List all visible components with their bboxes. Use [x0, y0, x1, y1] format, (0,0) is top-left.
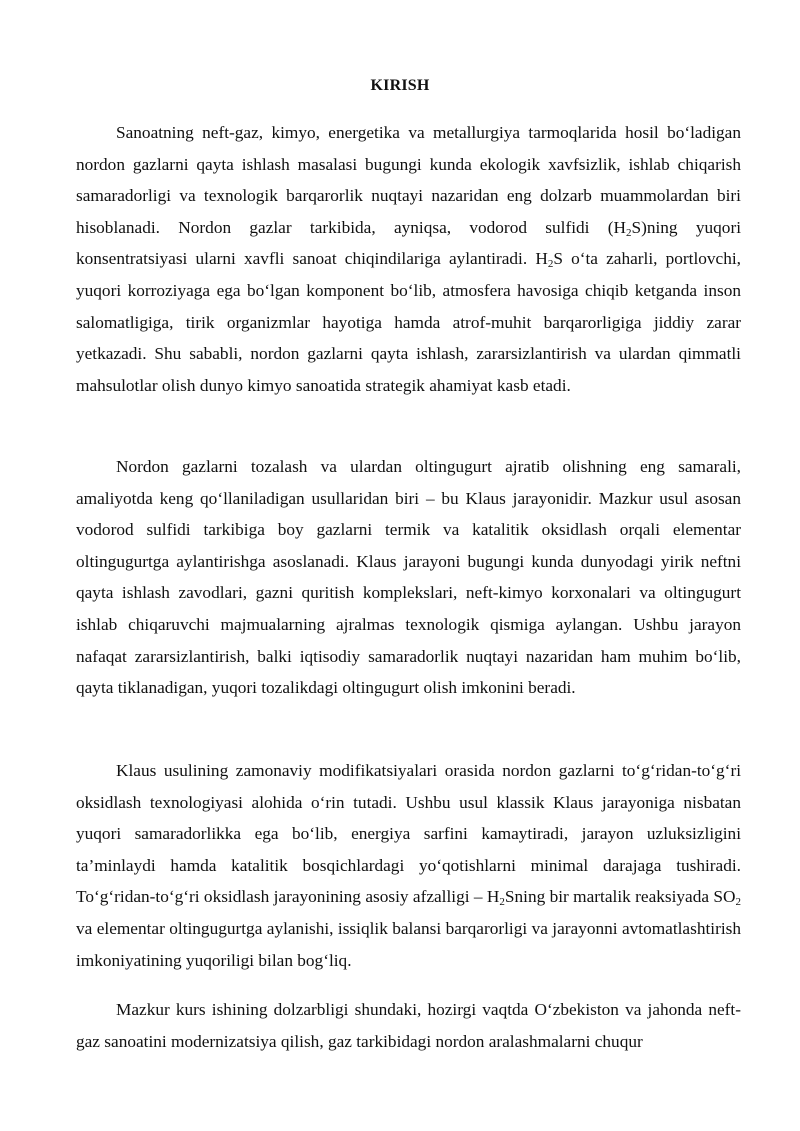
paragraph-1	[76, 117, 741, 401]
paragraph-text: S)ning yuqori konsentratsiyasi ularni xavfli sanoat chiqindilariga aylantiradi. H	[76, 217, 741, 269]
paragraph-text: Sanoatning neft-gaz, kimyo, energetika va metallurgiya tarmoqlarida hosil bo‘ladigan nordon gazlarni qayta ishlash masalasi bugungi kunda ekologik xavfsizlik, ishlab chiqarish samaradorligi va texnologik barqarorlik nuqtayi nazaridan eng dolzarb muammolardan biri hisoblanadi. Nordon gazlar tarkibida, ayniqsa, vodorod sulfidi (H	[76, 123, 741, 237]
paragraph-text: Mazkur kurs ishining dolzarbligi shundaki, hozirgi vaqtda O‘zbekiston va jahonda neft-gaz sanoatini modernizatsiya qilish, gaz tarkibidagi nordon aralashmalarni chuqur	[76, 1000, 741, 1051]
paragraph-text: Sning bir martalik reaksiyada SO	[504, 887, 736, 907]
paragraph-text: S o‘ta zaharli, portlovchi, yuqori korroziyaga ega bo‘lgan komponent bo‘lib, atmosfera havosiga chiqib ketganda inson salomatligiga, tirik organizmlar hayotiga hamda atrof-muhit barqarorligiga jiddiy zarar yetkazadi. Shu sababli, nordon gazlarni qayta ishlash, zararsizlantirish va ulardan qimmatli mahsulotlar olish dunyo kimyo sanoatida strategik ahamiyat kasb etadi.	[76, 249, 741, 395]
paragraph-3	[76, 755, 741, 976]
subscript-2: 2	[625, 226, 632, 239]
paragraph-text: Klaus usulining zamonaviy modifikatsiyalari orasida nordon gazlarni to‘g‘ridan-to‘g‘ri oksidlash texnologiyasi alohida o‘rin tutadi. Ushbu usul klassik Klaus jarayoniga nisbatan yuqori samaradorlikka ega bo‘lib, energiya sarfini kamaytiradi, jarayon uzluksizligini ta’minlaydi hamda katalitik bosqichlardagi yo‘qotishlarni minimal darajaga tushiradi. To‘g‘ridan-to‘g‘ri oksidlash jarayonining asosiy afzalligi – H	[76, 761, 741, 907]
subscript-2: 2	[735, 896, 741, 909]
section-heading: KIRISH	[370, 77, 430, 94]
paragraph-text: Nordon gazlarni tozalash va ulardan oltingugurt ajratib olishning eng samarali, amaliyotda keng qo‘llaniladigan usullaridan biri – bu Klaus jarayonidir. Mazkur usul asosan vodorod sulfidi tarkibiga boy gazlarni termik va katalitik oksidlash orqali elementar oltingugurtga aylantirishga asoslanadi. Klaus jarayoni bugungi kunda dunyodagi yirik neftni qayta ishlash zavodlari, gazni quritish komplekslari, neft-kimyo korxonalari va oltingugurt ishlab chiqaruvchi majmualarning ajralmas texnologik qismiga aylangan. Ushbu jarayon nafaqat zararsizlantirish, balki iqtisodiy samaradorlik nuqtayi nazaridan ham muhim bo‘lib, qayta tiklanadigan, yuqori tozalikdagi oltingugurt olish imkonini beradi.	[76, 457, 741, 698]
paragraph-4	[76, 994, 741, 1057]
paragraph-2	[76, 451, 741, 704]
subscript-2: 2	[499, 896, 505, 909]
paragraph-text: va elementar oltingugurtga aylanishi, issiqlik balansi barqarorligi va jarayonni avtomatlashtirish imkoniyatining yuqoriligi bilan bog‘liq.	[76, 918, 741, 970]
subscript-2: 2	[547, 258, 554, 271]
